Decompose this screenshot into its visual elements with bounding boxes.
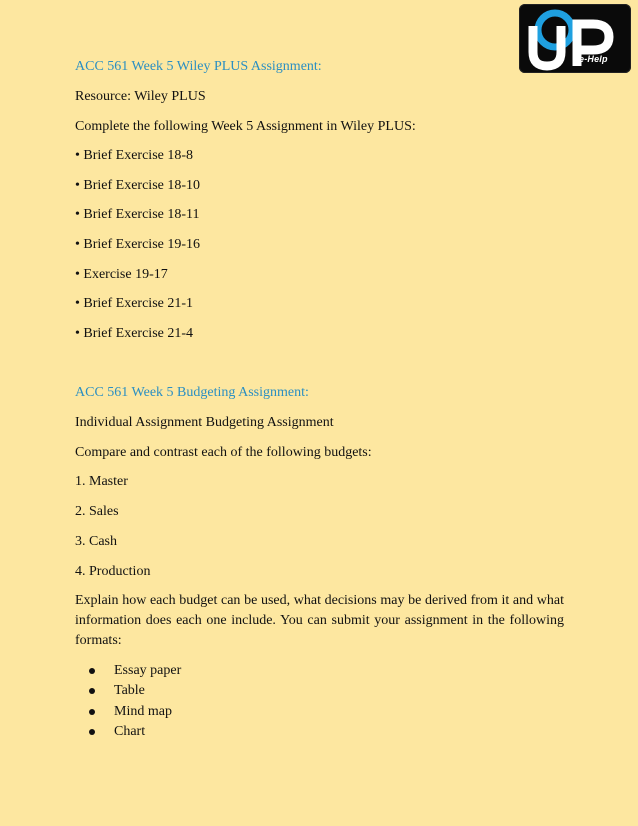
budget-item: 1. Master <box>75 474 128 489</box>
budget-item: 3. Cash <box>75 534 117 549</box>
format-label: Essay paper <box>114 663 182 678</box>
logo-tagline: e-Help <box>579 54 608 64</box>
list-item <box>88 702 181 722</box>
section2-intro: Compare and contrast each of the following budgets: <box>75 445 372 460</box>
format-label: Chart <box>114 723 146 739</box>
exercise-item: • Brief Exercise 18-11 <box>75 207 200 222</box>
section1-intro: Complete the following Week 5 Assignment in Wiley PLUS: <box>75 119 416 134</box>
bullet-icon <box>89 668 95 674</box>
bullet-icon <box>89 729 95 735</box>
list-item <box>88 681 181 701</box>
exercise-item: • Brief Exercise 18-8 <box>75 148 194 163</box>
exercise-item: • Brief Exercise 21-1 <box>75 296 194 311</box>
resource-line: Resource: Wiley PLUS <box>75 89 206 104</box>
budget-item: 4. Production <box>75 564 151 579</box>
explain-paragraph: Explain how each budget can be used, what decisions may be derived from it and what information does each one include. You can submit your assignment in the following formats: <box>75 593 564 648</box>
format-label: Mind map <box>114 703 172 719</box>
exercise-item: • Brief Exercise 19-16 <box>75 237 201 252</box>
exercise-item: • Exercise 19-17 <box>75 267 168 282</box>
list-item <box>88 661 181 681</box>
section2-heading: ACC 561 Week 5 Budgeting Assignment: <box>75 385 309 400</box>
list-item <box>88 722 181 742</box>
exercise-item: • Brief Exercise 18-10 <box>75 178 201 193</box>
formats-list <box>88 661 181 742</box>
bullet-icon <box>89 688 95 694</box>
bullet-icon <box>89 709 95 715</box>
format-label: Table <box>114 683 145 699</box>
assignment-subtitle: Individual Assignment Budgeting Assignment <box>75 415 334 430</box>
budget-item: 2. Sales <box>75 504 119 519</box>
exercise-item: • Brief Exercise 21-4 <box>75 326 194 341</box>
section1-heading: ACC 561 Week 5 Wiley PLUS Assignment: <box>75 59 322 74</box>
